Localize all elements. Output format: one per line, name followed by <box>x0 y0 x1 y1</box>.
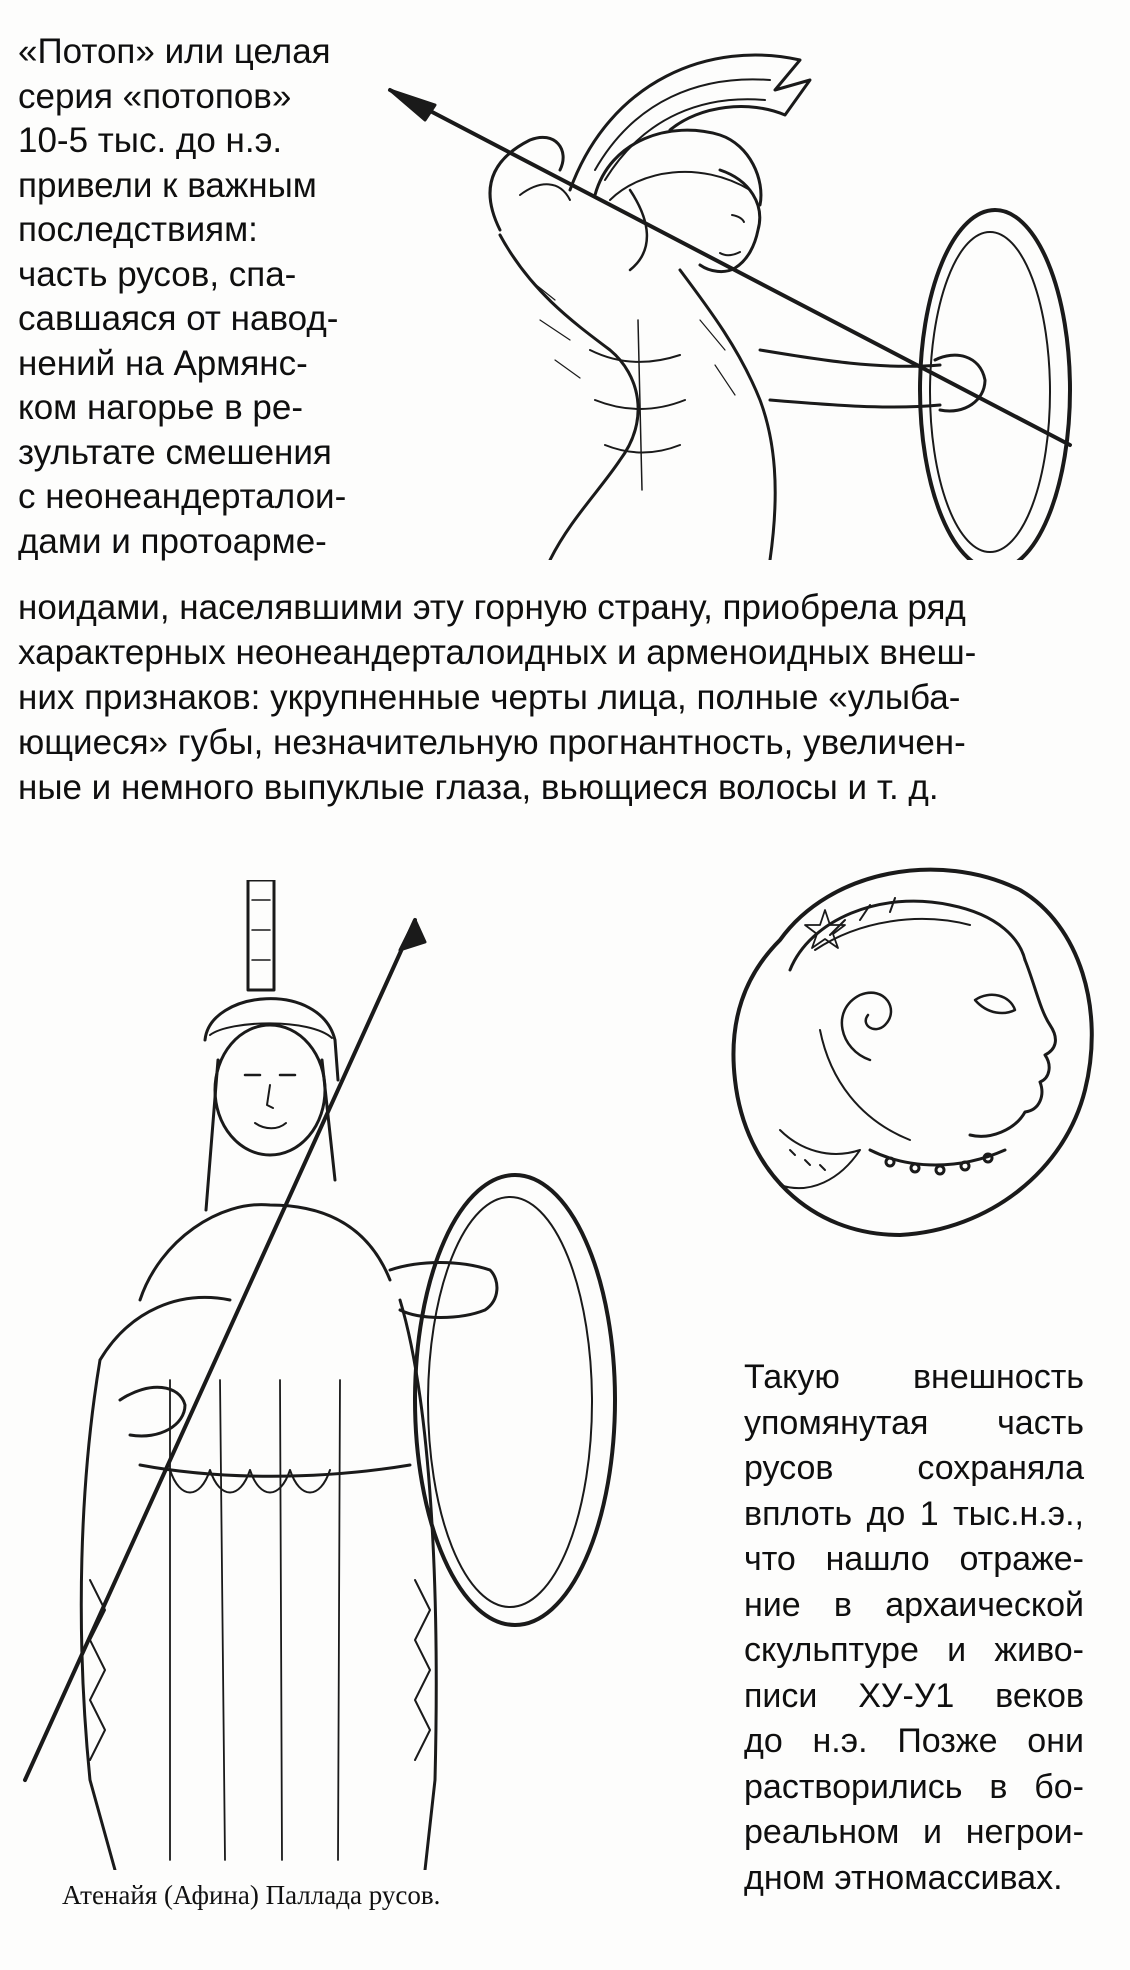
body-line: характерных неонеандерталоидных и арменоидных внеш- <box>18 633 977 672</box>
side-line: ние в архаической <box>744 1585 1084 1624</box>
intro-line: 10-5 тыс. до н.э. <box>18 121 283 160</box>
intro-line: последствиям: <box>18 210 258 249</box>
side-line: упомянутая часть <box>744 1403 1084 1442</box>
side-line: Такую внешность <box>744 1358 1084 1396</box>
side-line: растворились в бо- <box>744 1767 1084 1806</box>
body-paragraph <box>18 585 1048 810</box>
side-line: дном этномассивах. <box>744 1858 1063 1897</box>
intro-line: нений на Армянс- <box>18 343 308 383</box>
coin-illustration <box>720 850 1100 1240</box>
figure-caption: Атенайя (Афина) Паллада русов. <box>62 1880 441 1910</box>
side-line: что нашло отраже- <box>744 1540 1084 1578</box>
athena-statue-engraving <box>20 880 620 1870</box>
athena-illustration <box>20 880 620 1870</box>
intro-line: с неонеандерталои- <box>18 477 347 516</box>
intro-line: «Потоп» или целая <box>18 32 331 71</box>
body-line: ноидами, населявшими эту горную страну, приобрела ряд <box>18 588 966 627</box>
body-line: ющиеся» губы, незначительную прогнантность, увеличен- <box>18 723 966 762</box>
intro-line: часть русов, спа- <box>18 254 297 294</box>
intro-line: дами и протоарме- <box>18 521 327 561</box>
side-line: скульптуре и живо- <box>744 1631 1084 1669</box>
intro-line: зультате смешения <box>18 432 332 472</box>
side-line: реальном и негрои- <box>744 1813 1084 1851</box>
athena-coin-engraving <box>720 850 1100 1240</box>
side-line: вплоть до 1 тыс.н.э., <box>744 1494 1084 1533</box>
intro-line: привели к важным <box>18 165 317 205</box>
intro-paragraph <box>18 30 346 564</box>
intro-line: савшаяся от навод- <box>18 299 339 338</box>
side-line: писи XУ-У1 веков <box>744 1676 1084 1715</box>
intro-line: ком нагорье в ре- <box>18 388 304 427</box>
side-line: русов сохраняла <box>744 1449 1084 1487</box>
warrior-illustration <box>380 20 1090 560</box>
body-line: ные и немного выпуклые глаза, вьющиеся волосы и т. д. <box>18 768 939 807</box>
side-paragraph <box>744 1355 1084 1901</box>
warrior-engraving <box>380 20 1090 560</box>
body-line: них признаков: укрупненные черты лица, полные «улыба- <box>18 678 961 717</box>
intro-line: серия «потопов» <box>18 76 292 116</box>
side-line: до н.э. Позже они <box>744 1722 1084 1760</box>
